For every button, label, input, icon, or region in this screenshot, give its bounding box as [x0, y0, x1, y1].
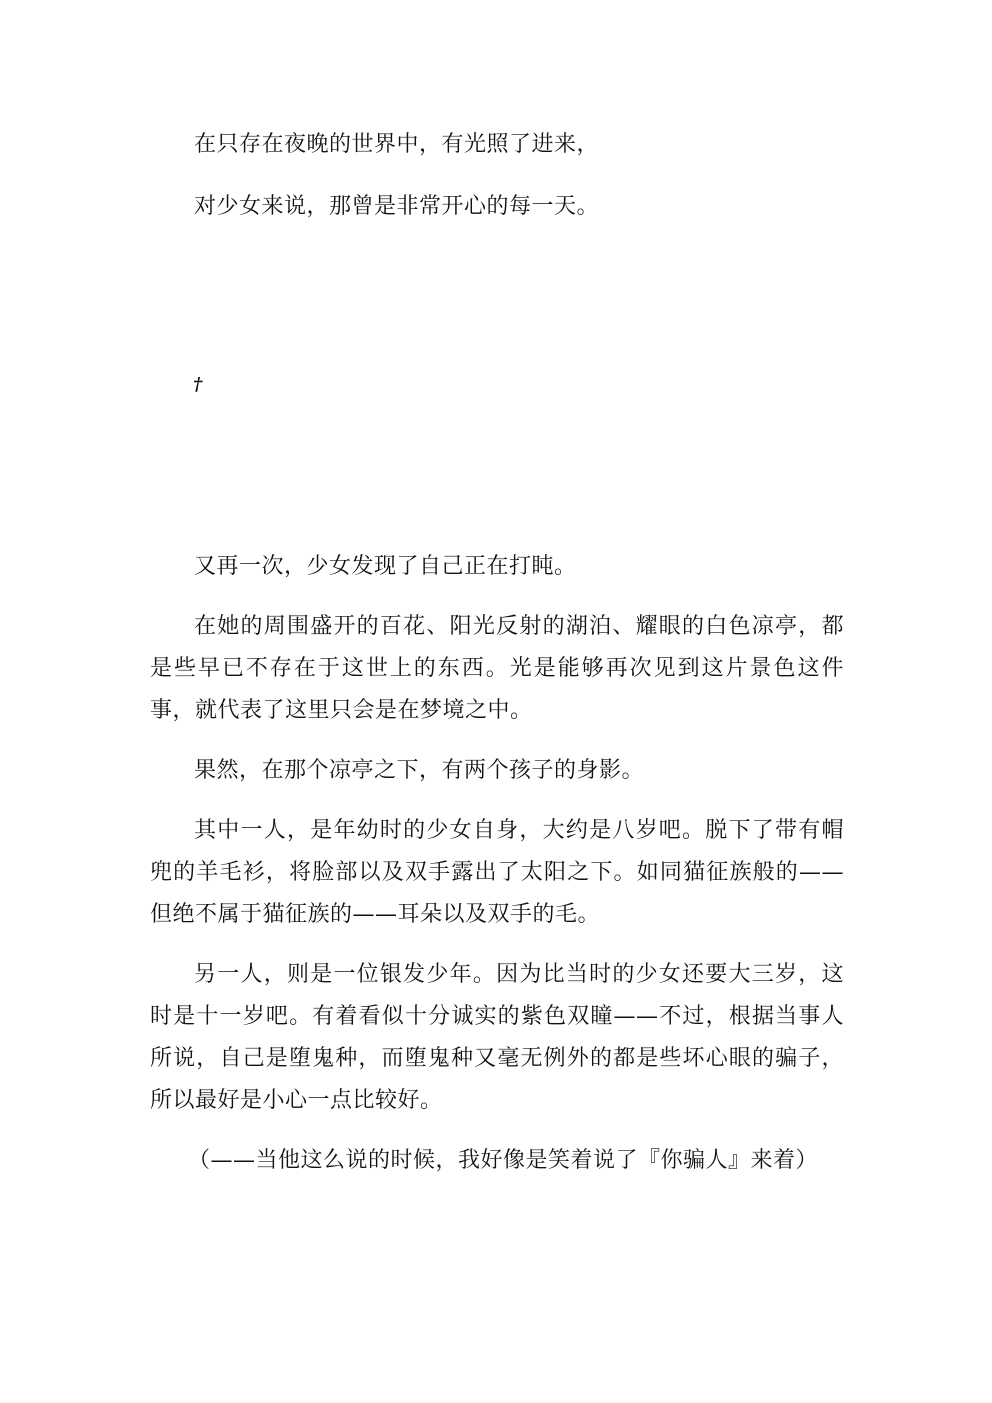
intro-section [150, 124, 844, 228]
paragraph: 其中一人，是年幼时的少女自身，大约是八岁吧。脱下了带有帽兜的羊毛衫，将脸部以及双手露出了太阳之下。如同猫征族般的——但绝不属于猫征族的——耳朵以及双手的毛。 [150, 818, 844, 927]
paragraph: 在她的周围盛开的百花、阳光反射的湖泊、耀眼的白色凉亭，都是些早已不存在于这世上的东西。光是能够再次见到这片景色这件事，就代表了这里只会是在梦境之中。 [150, 614, 844, 723]
intro-line: 在只存在夜晚的世界中，有光照了进来， [194, 132, 600, 157]
paragraph-inner-thought: （——当他这么说的时候，我好像是笑着说了『你骗人』来着） [188, 1148, 819, 1173]
intro-line: 对少女来说，那曾是非常开心的每一天。 [194, 194, 600, 219]
paragraph: 果然，在那个凉亭之下，有两个孩子的身影。 [194, 758, 645, 783]
main-text [150, 546, 844, 1182]
paragraph: 又再一次，少女发现了自己正在打盹。 [194, 554, 577, 579]
paragraph: 另一人，则是一位银发少年。因为比当时的少女还要大三岁，这时是十一岁吧。有着看似十分诚实的紫色双瞳——不过，根据当事人所说，自己是堕鬼种，而堕鬼种又毫无例外的都是些坏心眼的骗子，所以最好是小心一点比较好。 [150, 962, 844, 1113]
scene-break-mark: † [193, 374, 203, 395]
